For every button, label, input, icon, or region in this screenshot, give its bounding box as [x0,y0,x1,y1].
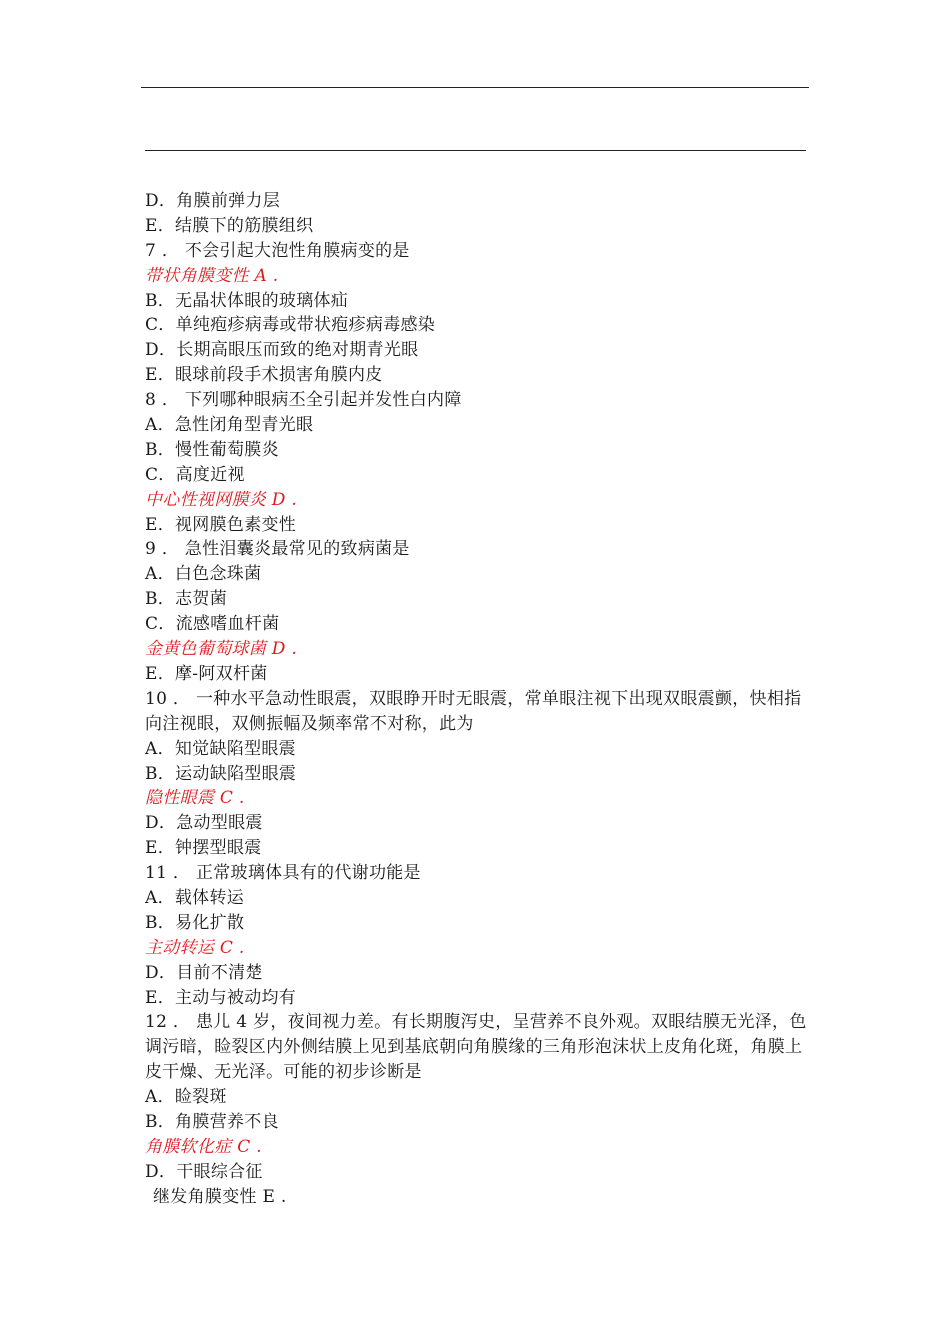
option-line: B．无晶状体眼的玻璃体疝 [145,290,349,311]
answer-line: 金黄色葡萄球菌 D . [145,639,298,660]
option-line: E．结膜下的筋膜组织 [145,215,314,236]
answer-line: 角膜软化症 C . [145,1136,262,1157]
option-line: 继发角膜变性 E . [153,1186,287,1207]
answer-line: 主动转运 C . [145,937,245,958]
option-line: E．摩-阿双杆菌 [145,663,268,684]
option-line: D．干眼综合征 [145,1161,263,1182]
question-7: 7 ． 不会引起大泡性角膜病变的是 [145,240,410,261]
option-line: E．钟摆型眼震 [145,838,262,859]
header-rule-second [145,150,806,151]
option-line: A．知觉缺陷型眼震 [145,738,296,759]
option-line: A．急性闭角型青光眼 [145,415,314,436]
question-11: 11 ． 正常玻璃体具有的代谢功能是 [145,863,421,884]
option-line: B．运动缺陷型眼震 [145,763,297,784]
option-line: D．急动型眼震 [145,813,263,834]
answer-line: 中心性视网膜炎 D . [145,489,298,510]
question-10: 10 ． 一种水平急动性眼震，双眼睁开时无眼震，常单眼注视下出现双眼震颤，快相指向注视眼，双侧振幅及频率常不对称，此为 [145,688,802,734]
option-line: D．目前不清楚 [145,962,263,983]
option-line: D．长期高眼压而致的绝对期青光眼 [145,340,419,361]
option-line: B．慢性葡萄膜炎 [145,439,279,460]
option-line: A．白色念珠菌 [145,564,262,585]
option-line: C．高度近视 [145,464,245,485]
option-line: B．角膜营养不良 [145,1112,279,1133]
option-line: C．流感嗜血杆菌 [145,614,280,635]
question-12: 12 ． 患儿 4 岁，夜间视力差。有长期腹泻史，呈营养不良外观。双眼结膜无光泽，色调污暗，睑裂区内外侧结膜上见到基底朝向角膜缘的三角形泡沫状上皮角化斑，角膜上皮干燥、无光泽。可能的初步诊断是 [145,1012,807,1083]
option-line: B．易化扩散 [145,912,245,933]
answer-line: 带状角膜变性 A . [145,265,279,286]
question-9: 9 ． 急性泪囊炎最常见的致病菌是 [145,539,410,560]
option-line: A．睑裂斑 [145,1087,227,1108]
answer-line: 隐性眼震 C . [145,788,245,809]
option-line: A．载体转运 [145,887,245,908]
question-8: 8 ． 下列哪种眼病丕全引起并发性白内障 [145,390,462,411]
option-line: C．单纯疱疹病毒或带状疱疹病毒感染 [145,315,436,336]
option-line: D．角膜前弹力层 [145,191,281,211]
option-line: E．视网膜色素变性 [145,514,297,535]
document-body [145,189,810,1210]
option-line: E．主动与被动均有 [145,987,297,1008]
option-line: B．志贺菌 [145,589,227,610]
option-line: E．眼球前段手术损害角膜内皮 [145,365,383,386]
header-rule-top [141,87,809,88]
